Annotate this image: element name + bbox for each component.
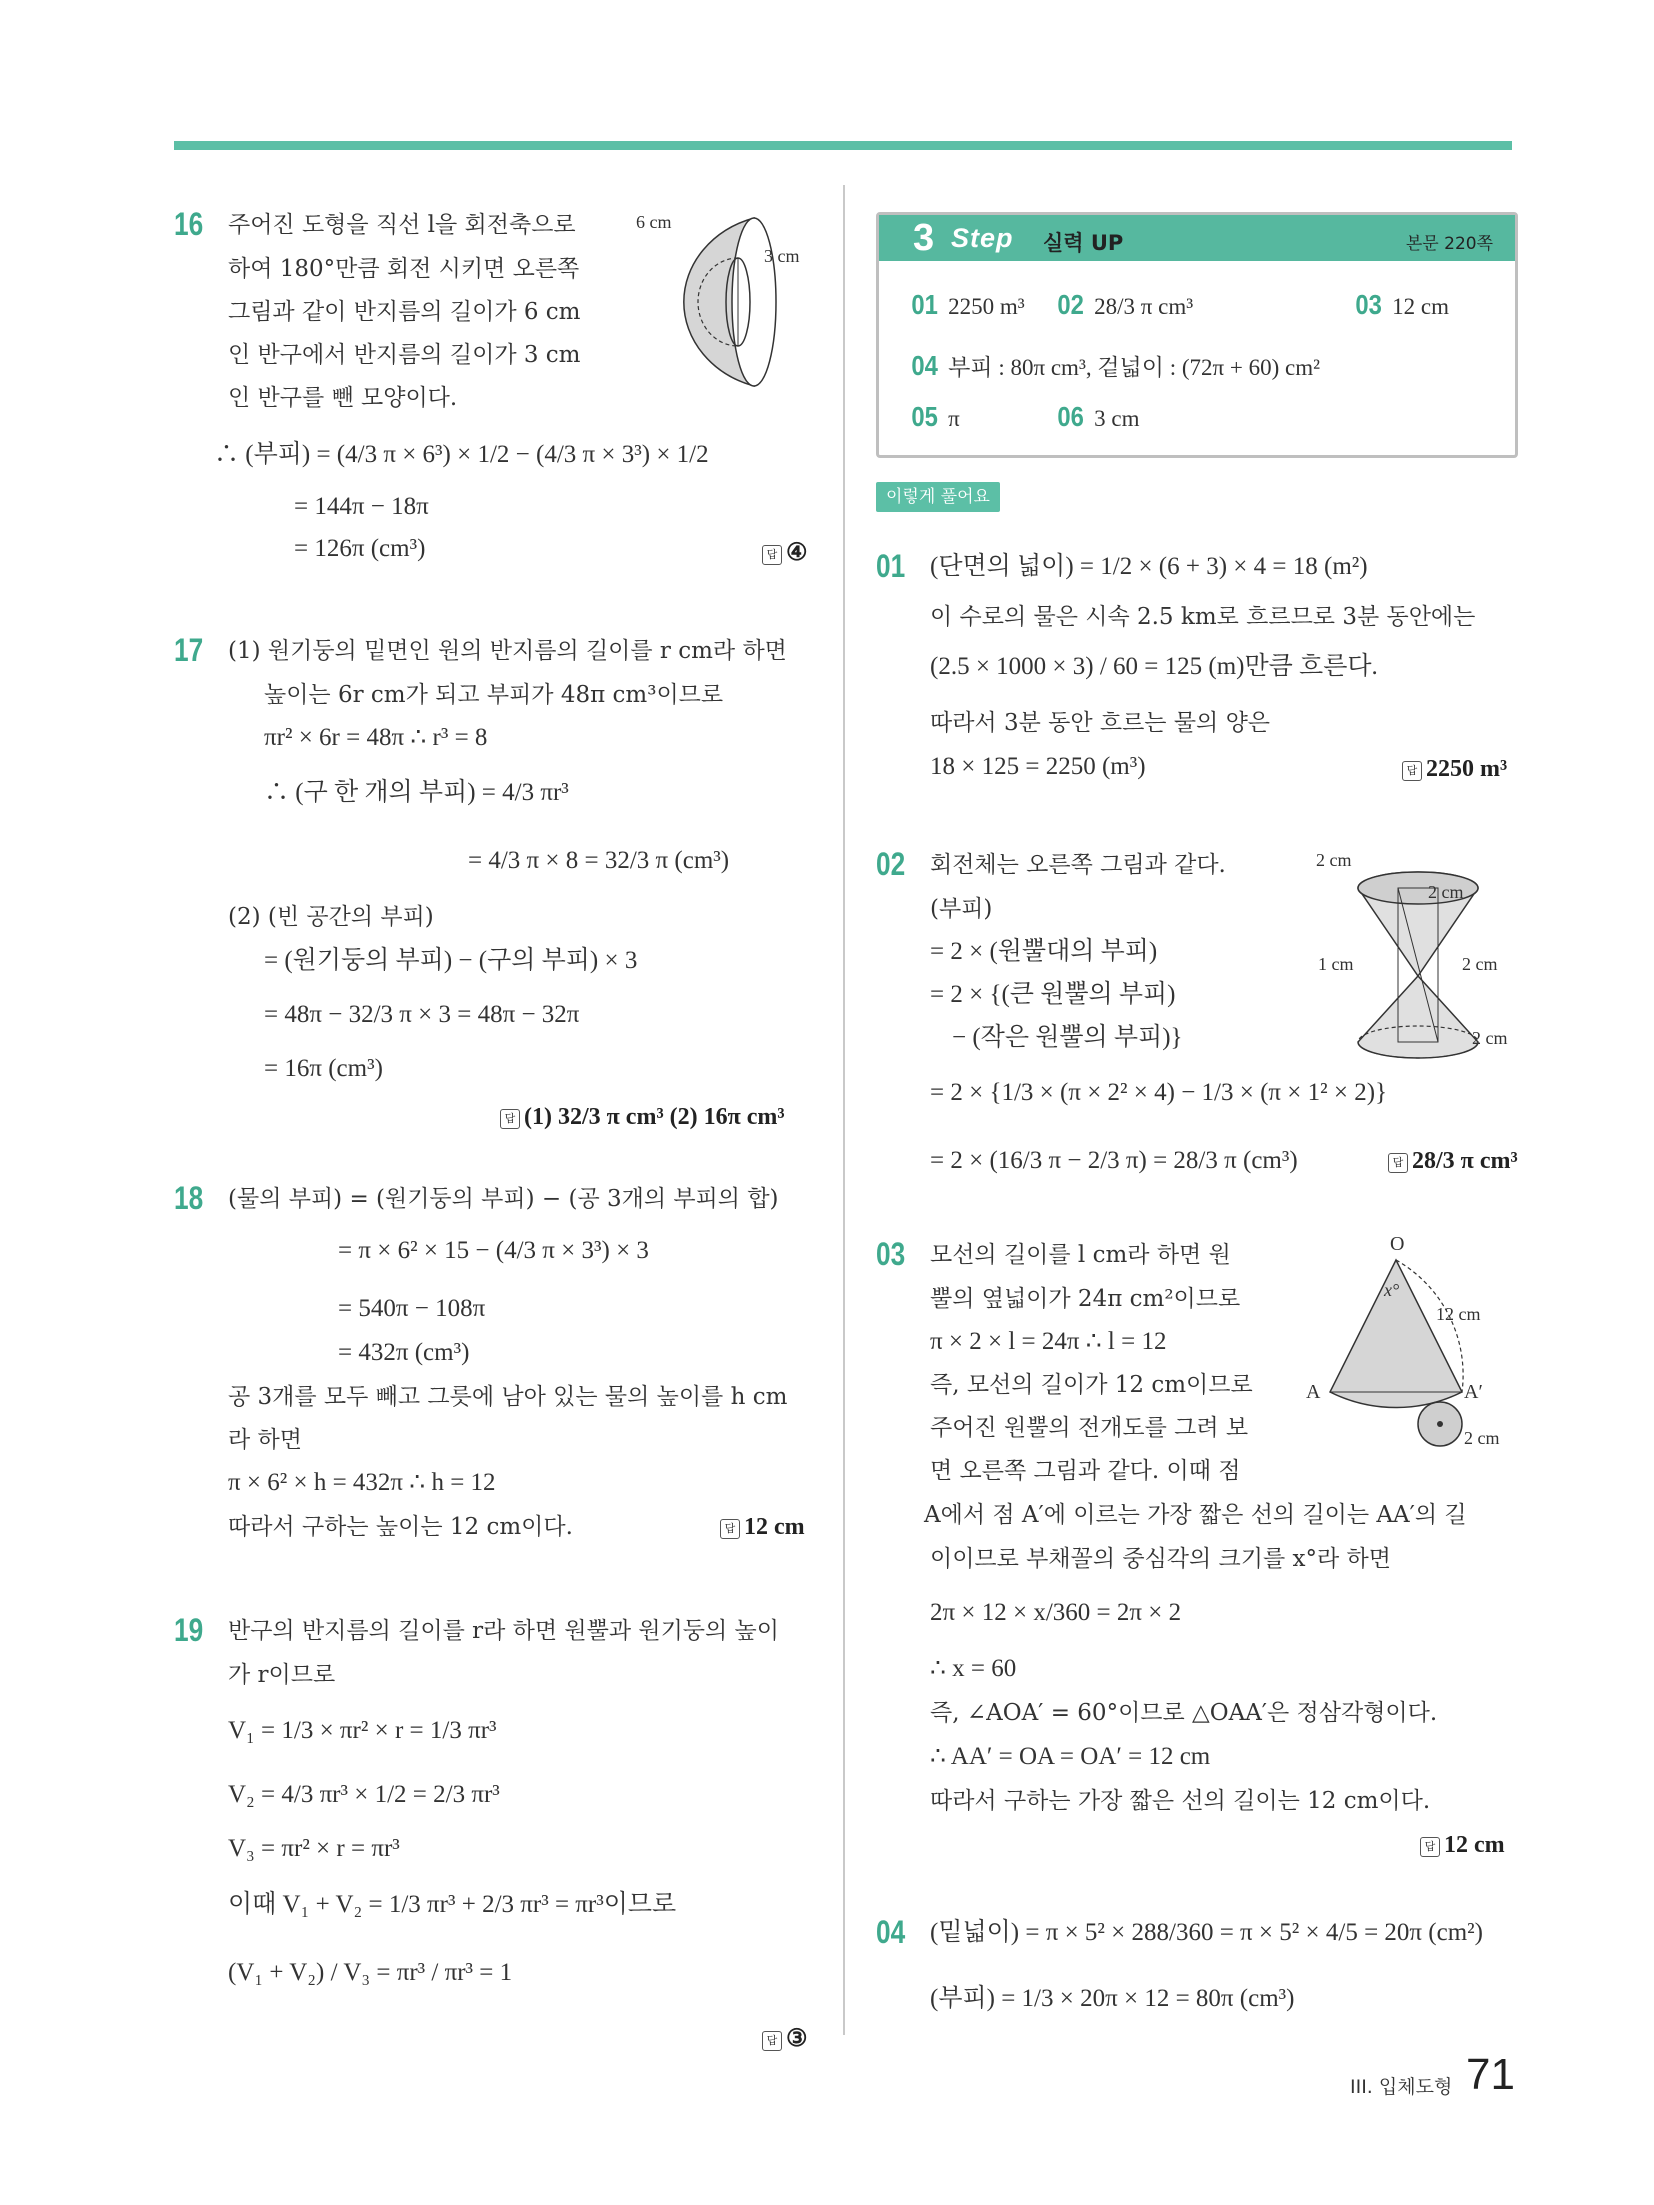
figure-label: 2 cm <box>1428 882 1464 902</box>
figure-label: 6 cm <box>636 212 672 232</box>
math-line: = 2 × {(큰 원뿔의 부피) <box>930 981 1176 1008</box>
figure-label: O <box>1390 1233 1405 1255</box>
quick-answer: 01 2250 m³ <box>911 289 1025 320</box>
figure-label: 2 cm <box>1464 1428 1500 1448</box>
math-line: = 2 × (원뿔대의 부피) <box>930 938 1158 965</box>
problem-03 <box>876 1233 1516 1858</box>
problem-number: 18 <box>174 1180 204 1216</box>
step-page-ref: 본문 220쪽 <box>1405 234 1493 254</box>
step-title: 실력 UP <box>1043 231 1124 255</box>
math-line: = (원기둥의 부피) − (구의 부피) × 3 <box>264 947 638 974</box>
figure-label: 1 cm <box>1318 954 1354 974</box>
solve-badge: 이렇게 풀어요 <box>876 482 1000 512</box>
text-line: 이 수로의 물은 시속 2.5 km로 흐르므로 3분 동안에는 <box>930 604 1476 630</box>
answer: 답 ③ <box>762 2024 808 2053</box>
text-line: (물의 부피) = (원기둥의 부피) − (공 3개의 부피의 합) <box>228 1186 779 1212</box>
text-line: 주어진 도형을 직선 l을 회전축으로 <box>228 212 576 238</box>
text-line: 반구의 반지름의 길이를 r라 하면 원뿔과 원기둥의 높이 <box>228 1618 779 1644</box>
answer: 답 12 cm <box>720 1514 805 1541</box>
figure-label: 2 cm <box>1462 954 1498 974</box>
math-line: ∴ x = 60 <box>930 1655 1017 1682</box>
text-line: 인 반구를 뺀 모양이다. <box>228 385 458 411</box>
figure-label: A <box>1306 1381 1321 1403</box>
answer-icon: 답 <box>720 1519 740 1539</box>
figure-label: x° <box>1384 1280 1400 1300</box>
math-line: = 432π (cm³) <box>338 1339 470 1366</box>
math-line: = 16π (cm³) <box>264 1055 383 1082</box>
text-line: A에서 점 A′에 이르는 가장 짧은 선의 길이는 AA′의 길 <box>924 1502 1467 1528</box>
math-line: = 126π (cm³) <box>294 535 426 562</box>
math-line: (밑넓이) = π × 5² × 288/360 = π × 5² × 4/5 = 20π (cm²) <box>930 1919 1483 1946</box>
quick-answer: 02 28/3 π cm³ <box>1057 289 1194 320</box>
text-line: (부피) <box>930 896 993 922</box>
math-line: V₂ = 4/3 πr³ × 1/2 = 2/3 πr³ <box>228 1781 500 1808</box>
problem-number: 04 <box>876 1914 906 1950</box>
math-line: ∴ (부피) = (4/3 π × 6³) × 1/2 − (4/3 π × 3³) × 1/2 <box>214 441 709 468</box>
math-line: = 48π − 32/3 π × 3 = 48π − 32π <box>264 1001 580 1028</box>
math-line: 18 × 125 = 2250 (m³) <box>930 753 1146 780</box>
math-line: ∴ AA′ = OA = OA′ = 12 cm <box>930 1743 1211 1770</box>
text-line: 공 3개를 모두 빼고 그릇에 남아 있는 물의 높이를 h cm <box>228 1384 788 1410</box>
figure-label: A′ <box>1464 1381 1483 1403</box>
text-line: 높이는 6r cm가 되고 부피가 48π cm³이므로 <box>264 682 724 708</box>
step-header <box>879 215 1515 261</box>
step-number: 3 <box>913 217 935 259</box>
figure-label: 12 cm <box>1436 1304 1481 1324</box>
text-line: 따라서 구하는 높이는 12 cm이다. <box>228 1514 573 1540</box>
step-word: Step <box>951 223 1014 253</box>
lower-cone <box>1358 976 1478 1058</box>
text-line: 따라서 구하는 가장 짧은 선의 길이는 12 cm이다. <box>930 1788 1431 1814</box>
text-line: 가 r이므로 <box>228 1662 336 1688</box>
step-answer-box <box>876 212 1518 458</box>
answer-icon: 답 <box>500 1109 520 1129</box>
problem-16 <box>174 206 814 586</box>
text-line: 뿔의 옆넓이가 24π cm²이므로 <box>930 1286 1241 1312</box>
problem-number: 17 <box>174 632 204 668</box>
text-line: 모선의 길이를 l cm라 하면 원 <box>930 1242 1231 1268</box>
answer: 답 2250 m³ <box>1402 756 1507 783</box>
page-number: 71 <box>1466 2050 1515 2099</box>
text-line: 주어진 원뿔의 전개도를 그려 보 <box>930 1415 1249 1441</box>
problem-number: 02 <box>876 846 906 882</box>
problem-02 <box>876 846 1516 1206</box>
text-line: 따라서 3분 동안 흐르는 물의 양은 <box>930 710 1271 736</box>
problem-01 <box>876 548 1516 798</box>
text-line: (2) (빈 공간의 부피) <box>228 904 434 930</box>
cone-net-figure <box>1296 1230 1516 1460</box>
answer: 답 ④ <box>762 538 808 567</box>
quick-answer: 05 π <box>911 401 960 432</box>
answer-icon: 답 <box>762 545 782 565</box>
math-line: π × 2 × l = 24π ∴ l = 12 <box>930 1328 1167 1355</box>
text-line: 즉, 모선의 길이가 12 cm이므로 <box>930 1372 1253 1398</box>
math-line: 2π × 12 × x/360 = 2π × 2 <box>930 1599 1182 1626</box>
figure-label: 2 cm <box>1472 1028 1508 1048</box>
math-line: = 2 × {1/3 × (π × 2² × 4) − 1/3 × (π × 1² × 2)} <box>930 1079 1388 1106</box>
math-line: V₃ = πr² × r = πr³ <box>228 1835 400 1862</box>
problem-number: 19 <box>174 1612 204 1648</box>
problem-04 <box>876 1914 1516 2034</box>
math-line: − (작은 원뿔의 부피)} <box>952 1024 1183 1051</box>
text-line: 이이므로 부채꼴의 중심각의 크기를 x°라 하면 <box>930 1546 1391 1572</box>
figure-label: 3 cm <box>764 246 800 266</box>
math-line: = 540π − 108π <box>338 1295 486 1322</box>
text-line: 인 반구에서 반지름의 길이가 3 cm <box>228 342 581 368</box>
section-label: III. 입체도형 <box>1350 2076 1453 2098</box>
quick-answer: 04 부피 : 80π cm³, 겉넓이 : (72π + 60) cm² <box>911 350 1321 381</box>
answer: 답 12 cm <box>1420 1832 1505 1859</box>
answer-icon: 답 <box>1420 1837 1440 1857</box>
problem-19 <box>174 1612 814 2062</box>
problem-number: 16 <box>174 206 204 242</box>
problem-number: 03 <box>876 1236 906 1272</box>
hemisphere-figure <box>634 198 814 398</box>
text-line: 그림과 같이 반지름의 길이가 6 cm <box>228 299 581 325</box>
text-line: 회전체는 오른쪽 그림과 같다. <box>930 852 1226 878</box>
math-line: (V₁ + V₂) / V₃ = πr³ / πr³ = 1 <box>228 1959 513 1986</box>
circle-center <box>1437 1421 1443 1427</box>
problem-18 <box>174 1180 814 1560</box>
text-line: 즉, ∠AOA′ = 60°이므로 △OAA′은 정삼각형이다. <box>930 1700 1438 1726</box>
answer-icon: 답 <box>1388 1153 1408 1173</box>
math-line: (부피) = 1/3 × 20π × 12 = 80π (cm³) <box>930 1985 1295 2012</box>
problem-number: 01 <box>876 548 906 584</box>
quick-answer: 06 3 cm <box>1057 401 1140 432</box>
problem-17 <box>174 632 814 1132</box>
math-line: = 4/3 π × 8 = 32/3 π (cm³) <box>468 847 730 874</box>
text-line: 면 오른쪽 그림과 같다. 이때 점 <box>930 1458 1241 1484</box>
quick-answer: 03 12 cm <box>1355 289 1450 320</box>
cut-face <box>732 218 776 386</box>
column-divider <box>843 185 845 2035</box>
figure-label: 2 cm <box>1316 850 1352 870</box>
math-line: (단면의 넓이) = 1/2 × (6 + 3) × 4 = 18 (m²) <box>930 553 1368 580</box>
answer-icon: 답 <box>1402 761 1422 781</box>
math-line: ∴ (구 한 개의 부피) = 4/3 πr³ <box>264 779 569 806</box>
math-line: V₁ = 1/3 × πr² × r = 1/3 πr³ <box>228 1717 497 1744</box>
math-line: = π × 6² × 15 − (4/3 π × 3³) × 3 <box>338 1237 649 1264</box>
math-line: πr² × 6r = 48π ∴ r³ = 8 <box>264 724 488 751</box>
answer: 답 28/3 π cm³ <box>1388 1148 1518 1175</box>
text-line: (1) 원기둥의 밑면인 원의 반지름의 길이를 r cm라 하면 <box>228 638 787 664</box>
top-accent-bar <box>174 141 1512 150</box>
text-line: 하여 180°만큼 회전 시키면 오른쪽 <box>228 256 580 282</box>
double-cone-figure <box>1316 846 1516 1066</box>
math-line: = 2 × (16/3 π − 2/3 π) = 28/3 π (cm³) <box>930 1147 1298 1174</box>
answer-icon: 답 <box>762 2031 782 2051</box>
answer: 답 (1) 32/3 π cm³ (2) 16π cm³ <box>500 1104 785 1131</box>
text-line: 라 하면 <box>228 1427 302 1453</box>
math-line: 이때 V₁ + V₂ = 1/3 πr³ + 2/3 πr³ = πr³이므로 <box>228 1891 677 1918</box>
math-line: = 144π − 18π <box>294 493 429 520</box>
math-line: (2.5 × 1000 × 3) / 60 = 125 (m)만큼 흐른다. <box>930 653 1378 680</box>
math-line: π × 6² × h = 432π ∴ h = 12 <box>228 1469 496 1496</box>
